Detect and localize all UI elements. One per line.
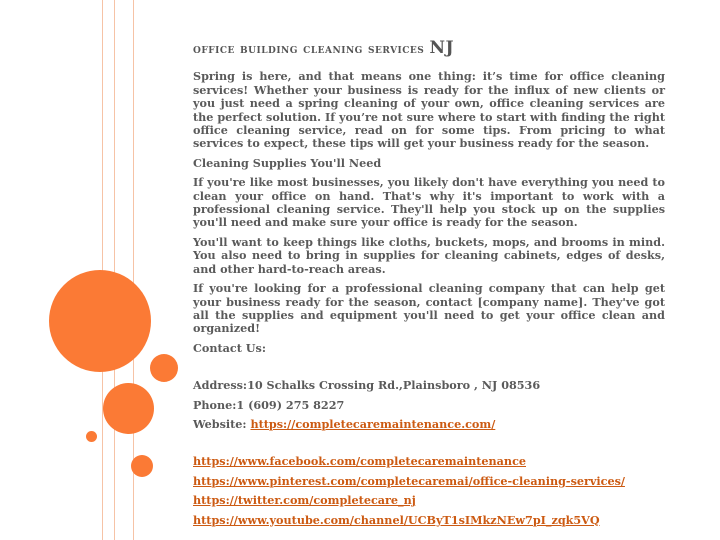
contact-phone: Phone:1 (609) 275 8227	[193, 397, 345, 412]
youtube-link[interactable]: https://www.youtube.com/channel/UCByT1sIMkzNEw7pI_zqk5VQ	[193, 512, 600, 527]
contact-website	[193, 418, 665, 431]
decor-circle-medium-2	[103, 383, 154, 434]
pinterest-row	[193, 475, 665, 488]
intro-paragraph: Spring is here, and that means one thing: it’s time for office cleaning services! Whether your business is ready for the influx of new clients or you just need a spring cleaning of your own, office cleaning services are the perfect solution. If you’re not sure where to start with finding the right office cleaning service, read on for some tips. From pricing to what services to expect, these tips will get your business ready for the season.	[193, 69, 665, 151]
decor-circle-small	[131, 455, 153, 477]
page-title	[193, 38, 665, 58]
supplies-heading: Cleaning Supplies You'll Need	[193, 155, 382, 170]
decor-circle-tiny	[86, 431, 97, 442]
document-body	[193, 38, 665, 533]
supplies-paragraph-3: If you're looking for a professional cleaning company that can help get your business ready for the season, contact [company name]. They've got all the supplies and equipment you'll need to get your office clean and organized!	[193, 281, 665, 336]
supplies-paragraph-2: You'll want to keep things like cloths, buckets, mops, and brooms in mind. You also need to bring in supplies for cleaning cabinets, edges of desks, and other hard-to-reach areas.	[193, 234, 665, 276]
website-label: Website:	[193, 416, 251, 431]
decor-line-2	[114, 0, 115, 540]
contact-heading: Contact Us:	[193, 340, 266, 355]
youtube-row	[193, 514, 665, 527]
pinterest-link[interactable]: https://www.pinterest.com/completecaremai/office-cleaning-services/	[193, 473, 625, 488]
website-link[interactable]: https://completecaremaintenance.com/	[250, 416, 496, 431]
supplies-paragraph-1: If you're like most businesses, you likely don't have everything you need to clean your office on hand. That's why it's important to work with a professional cleaning service. They'll help you stock up on the supplies you'll need and make sure your office is ready for the season.	[193, 175, 665, 230]
decor-circle-medium	[150, 354, 178, 382]
decor-circle-large	[49, 270, 151, 372]
title-main: office building cleaning services	[193, 41, 430, 57]
twitter-link[interactable]: https://twitter.com/completecare_nj	[193, 493, 416, 508]
twitter-row	[193, 494, 665, 507]
contact-address: Address:10 Schalks Crossing Rd.,Plainsboro , NJ 08536	[193, 378, 541, 393]
facebook-row	[193, 455, 665, 468]
title-suffix: NJ	[429, 38, 455, 58]
facebook-link[interactable]: https://www.facebook.com/completecaremaintenance	[193, 454, 526, 469]
